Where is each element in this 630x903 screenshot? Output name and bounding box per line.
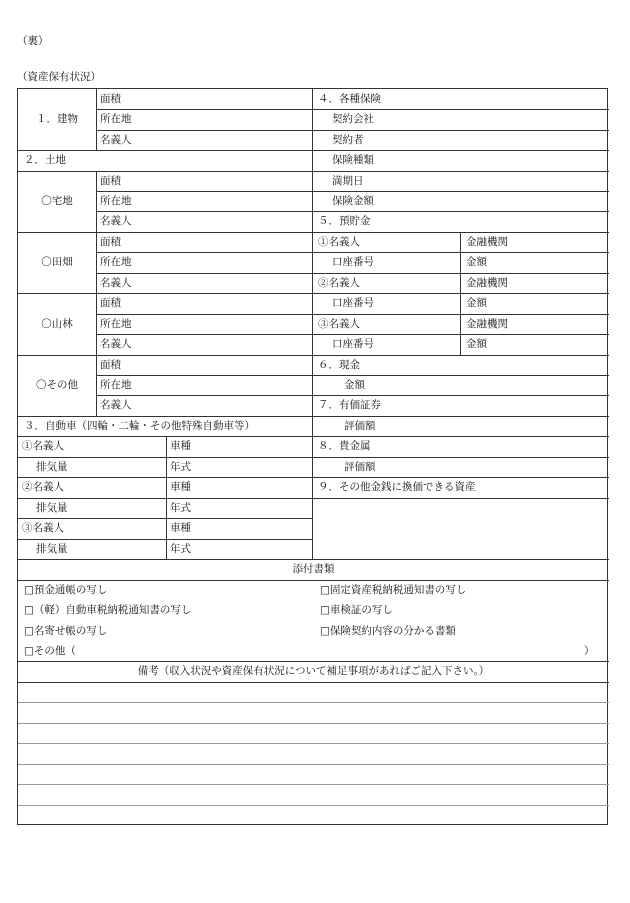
grid-line: [18, 477, 609, 478]
remark-line: [18, 702, 609, 703]
year-label: 年式: [170, 502, 191, 514]
attachment-item: □預金通帳の写し: [24, 584, 108, 596]
remark-line: [18, 764, 609, 765]
grid-line: [18, 355, 312, 356]
grid-line: [96, 171, 97, 416]
model-label: 車種: [170, 522, 191, 534]
insurance-type-label: 保険種類: [332, 154, 374, 166]
forest-label: 〇山林: [41, 318, 73, 330]
savings-label: ５．預貯金: [318, 215, 371, 227]
grid-line: [166, 436, 167, 559]
cash-amount-label: 金額: [344, 379, 365, 391]
grid-line: [18, 498, 609, 499]
area-label: 面積: [100, 93, 121, 105]
insurance-contractor-label: 契約者: [332, 134, 364, 146]
savings-3-holder: ③名義人: [318, 318, 360, 330]
residential-label: 〇宅地: [41, 195, 73, 207]
appraisal-label: 評価額: [344, 420, 376, 432]
farmland-label: 〇田畑: [41, 256, 73, 268]
location-label: 所在地: [100, 379, 132, 391]
remark-line: [18, 805, 609, 806]
grid-line: [18, 682, 609, 683]
grid-line: [460, 232, 461, 355]
insurance-amount-label: 保険金額: [332, 195, 374, 207]
amount-label: 金額: [466, 338, 487, 350]
grid-line: [96, 89, 97, 150]
displacement-label: 排気量: [36, 502, 68, 514]
page-side-label: （裏）: [17, 35, 49, 47]
model-label: 車種: [170, 440, 191, 452]
attachment-item: □車検証の写し: [320, 604, 393, 616]
grid-line: [18, 171, 312, 172]
year-label: 年式: [170, 543, 191, 555]
other-land-label: 〇その他: [36, 379, 78, 391]
institution-label: 金融機関: [466, 318, 508, 330]
insurance-company-label: 契約会社: [332, 113, 374, 125]
cash-label: ６．現金: [318, 359, 360, 371]
grid-line: [18, 293, 312, 294]
attachment-other: □その他（: [24, 645, 76, 657]
remarks-title: 備考（収入状況や資産保有状況について補足事項があればご記入下さい。）: [137, 665, 490, 677]
asset-form: [17, 88, 608, 825]
holder-label: 名義人: [100, 399, 132, 411]
area-label: 面積: [100, 359, 121, 371]
model-label: 車種: [170, 481, 191, 493]
location-label: 所在地: [100, 318, 132, 330]
amount-label: 金額: [466, 256, 487, 268]
building-label: １．建物: [36, 113, 78, 125]
displacement-label: 排気量: [36, 543, 68, 555]
location-label: 所在地: [100, 195, 132, 207]
account-no-label: 口座番号: [332, 297, 374, 309]
attachment-item: □固定資産税納税通知書の写し: [320, 584, 467, 596]
remark-line: [18, 723, 609, 724]
attachment-item: □名寄せ帳の写し: [24, 625, 108, 637]
area-label: 面積: [100, 297, 121, 309]
location-label: 所在地: [100, 113, 132, 125]
savings-1-holder: ①名義人: [318, 236, 360, 248]
account-no-label: 口座番号: [332, 256, 374, 268]
attachments-title: 添付書類: [292, 563, 335, 575]
area-label: 面積: [100, 236, 121, 248]
appraisal-label: 評価額: [344, 461, 376, 473]
vehicle-1-holder: ①名義人: [22, 440, 64, 452]
holder-label: 名義人: [100, 338, 132, 350]
holder-label: 名義人: [100, 134, 132, 146]
year-label: 年式: [170, 461, 191, 473]
institution-label: 金融機関: [466, 236, 508, 248]
account-no-label: 口座番号: [332, 338, 374, 350]
area-label: 面積: [100, 175, 121, 187]
savings-2-holder: ②名義人: [318, 277, 360, 289]
remark-line: [18, 743, 609, 744]
holder-label: 名義人: [100, 215, 132, 227]
other-assets-label: ９．その他金銭に換価できる資産: [318, 481, 476, 493]
attachment-item: □保険契約内容の分かる書類: [320, 625, 456, 637]
insurance-maturity-label: 満期日: [332, 175, 364, 187]
vehicle-label: ３．自動車（四輪・二輪・その他特殊自動車等）: [24, 420, 255, 432]
securities-label: ７．有価証券: [318, 399, 381, 411]
precious-metals-label: ８．貴金属: [318, 440, 371, 452]
attachment-other-close: ）: [584, 645, 595, 657]
section-title: （資産保有状況）: [17, 71, 101, 83]
grid-line: [18, 232, 312, 233]
land-label: ２．土地: [24, 154, 66, 166]
location-label: 所在地: [100, 256, 132, 268]
remark-line: [18, 784, 609, 785]
grid-line: [312, 89, 313, 559]
holder-label: 名義人: [100, 277, 132, 289]
institution-label: 金融機関: [466, 277, 508, 289]
displacement-label: 排気量: [36, 461, 68, 473]
attachment-item: □（軽）自動車税納税通知書の写し: [24, 604, 192, 616]
vehicle-3-holder: ③名義人: [22, 522, 64, 534]
vehicle-2-holder: ②名義人: [22, 481, 64, 493]
insurance-label: ４．各種保険: [318, 93, 381, 105]
amount-label: 金額: [466, 297, 487, 309]
